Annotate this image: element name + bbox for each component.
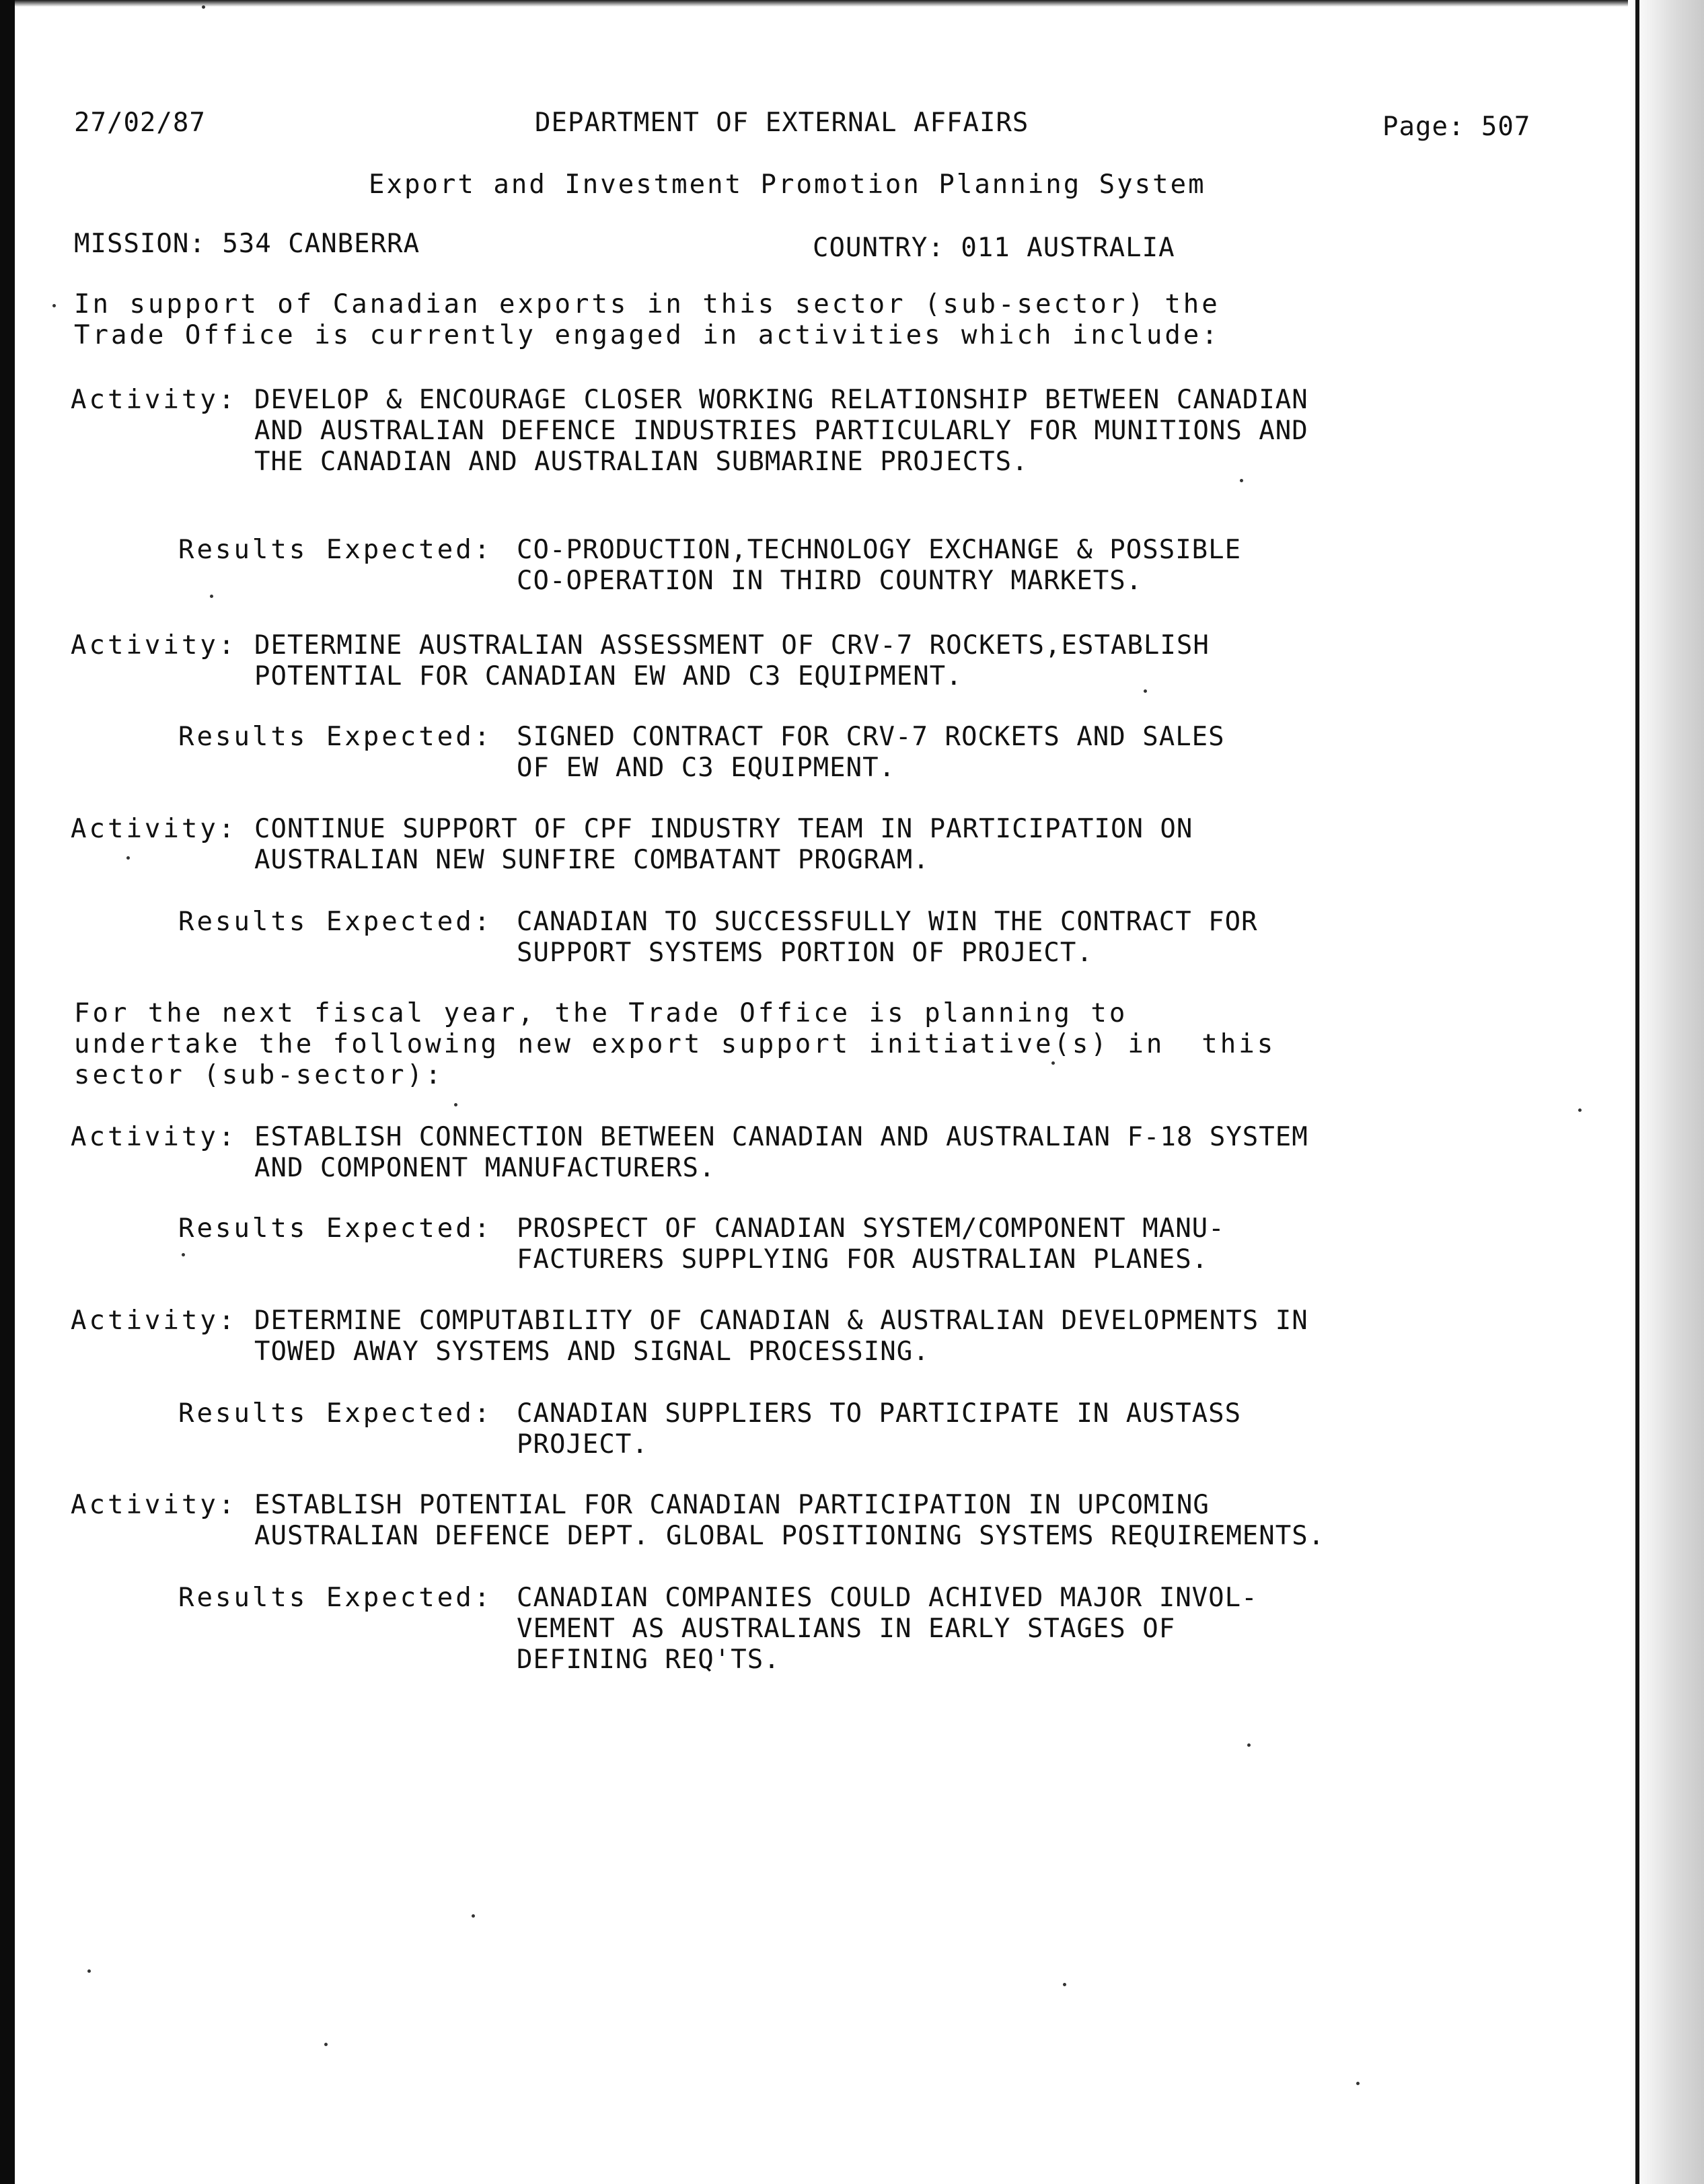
scan-right-edge xyxy=(1630,0,1704,2184)
next-year-line: sector (sub-sector): xyxy=(74,1060,444,1090)
results-line: PROJECT. xyxy=(517,1429,649,1460)
results-line: PROSPECT OF CANADIAN SYSTEM/COMPONENT MANU- xyxy=(517,1213,1225,1244)
results-line: CANADIAN TO SUCCESSFULLY WIN THE CONTRACT FOR xyxy=(517,907,1258,937)
activity-label: Activity: xyxy=(71,1122,237,1152)
activity-label: Activity: xyxy=(71,1306,237,1336)
scan-speck xyxy=(1578,1108,1582,1112)
results-text xyxy=(517,535,1241,597)
activity-line: DETERMINE COMPUTABILITY OF CANADIAN & AUSTRALIAN DEVELOPMENTS IN xyxy=(254,1306,1308,1336)
results-line: DEFINING REQ'TS. xyxy=(517,1645,780,1675)
mission-label: MISSION: 534 CANBERRA xyxy=(74,229,420,259)
activity-text xyxy=(254,814,1193,876)
activity-line: ESTABLISH CONNECTION BETWEEN CANADIAN AND AUSTRALIAN F-18 SYSTEM xyxy=(254,1122,1308,1152)
scan-speck xyxy=(52,304,56,307)
intro-paragraph xyxy=(74,289,1220,351)
activity-line: AND COMPONENT MANUFACTURERS. xyxy=(254,1153,716,1183)
scan-left-edge xyxy=(0,0,15,2184)
results-line: VEMENT AS AUSTRALIANS IN EARLY STAGES OF xyxy=(517,1614,1176,1644)
results-line: SUPPORT SYSTEMS PORTION OF PROJECT. xyxy=(517,938,1093,968)
scan-speck xyxy=(210,595,213,598)
results-label: Results Expected: xyxy=(178,535,493,565)
activity-text xyxy=(254,1122,1308,1184)
department-name: DEPARTMENT OF EXTERNAL AFFAIRS xyxy=(535,108,1029,138)
scan-speck xyxy=(202,5,205,9)
results-line: SIGNED CONTRACT FOR CRV-7 ROCKETS AND SALES xyxy=(517,722,1225,752)
scan-speck xyxy=(454,1103,457,1106)
activity-line: AUSTRALIAN DEFENCE DEPT. GLOBAL POSITIONING SYSTEMS REQUIREMENTS. xyxy=(254,1521,1325,1551)
activity-line: ESTABLISH POTENTIAL FOR CANADIAN PARTICIPATION IN UPCOMING xyxy=(254,1490,1210,1520)
activity-line: TOWED AWAY SYSTEMS AND SIGNAL PROCESSING. xyxy=(254,1336,930,1367)
scan-speck xyxy=(1051,1061,1055,1065)
activity-line: POTENTIAL FOR CANADIAN EW AND C3 EQUIPMENT. xyxy=(254,661,963,691)
results-line: CO-PRODUCTION,TECHNOLOGY EXCHANGE & POSSIBLE xyxy=(517,535,1242,565)
results-line: CANADIAN SUPPLIERS TO PARTICIPATE IN AUSTASS xyxy=(517,1398,1242,1429)
results-text xyxy=(517,1398,1241,1460)
results-text xyxy=(517,1583,1258,1675)
results-line: OF EW AND C3 EQUIPMENT. xyxy=(517,753,896,783)
system-title: Export and Investment Promotion Planning System xyxy=(369,170,1206,200)
intro-line: In support of Canadian exports in this sector (sub-sector) the xyxy=(74,289,1220,319)
activity-label: Activity: xyxy=(71,630,237,661)
activity-text xyxy=(254,1306,1308,1367)
scan-speck xyxy=(1063,1983,1066,1986)
scan-top-edge xyxy=(0,0,1628,7)
results-label: Results Expected: xyxy=(178,722,493,752)
results-text xyxy=(517,722,1225,784)
country-label: COUNTRY: 011 AUSTRALIA xyxy=(813,233,1175,263)
results-label: Results Expected: xyxy=(178,907,493,937)
scan-speck xyxy=(1247,1743,1251,1747)
scan-speck xyxy=(182,1253,185,1256)
activity-line: DEVELOP & ENCOURAGE CLOSER WORKING RELATIONSHIP BETWEEN CANADIAN xyxy=(254,385,1308,415)
results-line: CANADIAN COMPANIES COULD ACHIVED MAJOR INVOL- xyxy=(517,1583,1258,1613)
scan-speck xyxy=(126,856,130,860)
activity-text xyxy=(254,630,1210,692)
scan-speck xyxy=(324,2043,328,2046)
activity-text xyxy=(254,385,1308,478)
activity-line: THE CANADIAN AND AUSTRALIAN SUBMARINE PROJECTS. xyxy=(254,447,1029,477)
results-label: Results Expected: xyxy=(178,1213,493,1244)
activity-line: AUSTRALIAN NEW SUNFIRE COMBATANT PROGRAM. xyxy=(254,845,930,875)
results-label: Results Expected: xyxy=(178,1398,493,1429)
activity-text xyxy=(254,1490,1325,1552)
report-date: 27/02/87 xyxy=(74,108,206,138)
scan-right-border-line xyxy=(1635,0,1639,2184)
page-number: Page: 507 xyxy=(1382,112,1531,142)
activity-label: Activity: xyxy=(71,1490,237,1520)
results-text xyxy=(517,907,1258,969)
activity-line: CONTINUE SUPPORT OF CPF INDUSTRY TEAM IN PARTICIPATION ON xyxy=(254,814,1193,844)
scan-speck xyxy=(1240,479,1243,482)
activity-label: Activity: xyxy=(71,385,237,415)
scan-speck xyxy=(87,1969,91,1973)
next-year-paragraph xyxy=(74,998,1275,1091)
scan-speck xyxy=(472,1914,475,1918)
activity-label: Activity: xyxy=(71,814,237,844)
scan-speck xyxy=(1144,689,1147,693)
activity-line: AND AUSTRALIAN DEFENCE INDUSTRIES PARTICULARLY FOR MUNITIONS AND xyxy=(254,416,1308,446)
results-line: FACTURERS SUPPLYING FOR AUSTRALIAN PLANES. xyxy=(517,1244,1209,1275)
next-year-line: undertake the following new export support initiative(s) in this xyxy=(74,1029,1276,1059)
scan-speck xyxy=(1356,2082,1360,2085)
results-label: Results Expected: xyxy=(178,1583,493,1613)
results-line: CO-OPERATION IN THIRD COUNTRY MARKETS. xyxy=(517,566,1143,596)
results-text xyxy=(517,1213,1225,1275)
intro-line: Trade Office is currently engaged in activities which include: xyxy=(74,320,1220,350)
activity-line: DETERMINE AUSTRALIAN ASSESSMENT OF CRV-7 ROCKETS,ESTABLISH xyxy=(254,630,1210,661)
next-year-line: For the next fiscal year, the Trade Office is planning to xyxy=(74,998,1128,1028)
